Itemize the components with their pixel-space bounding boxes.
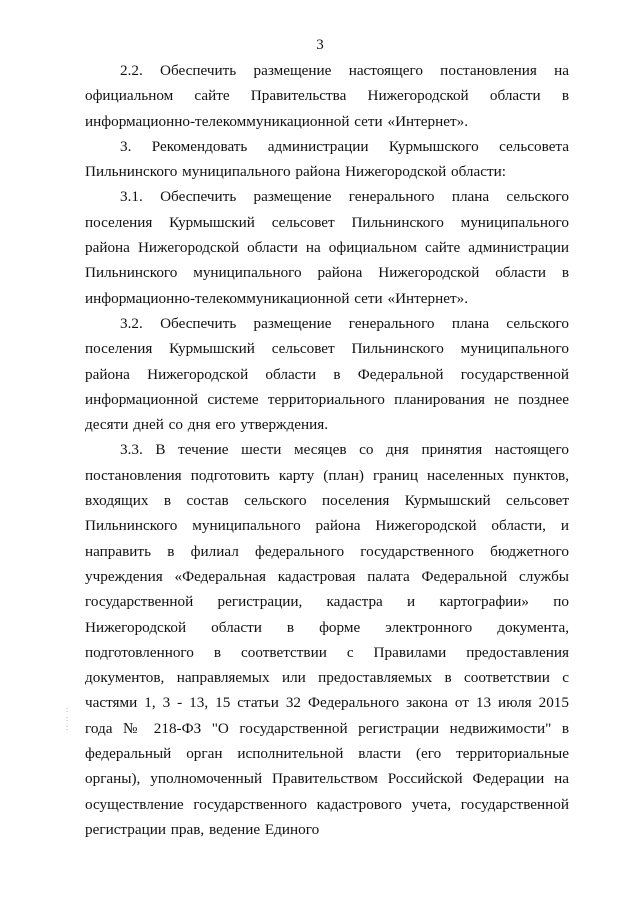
paragraph-3-2: 3.2. Обеспечить размещение генерального плана сельского поселения Курмышский сельсовет Пильнинского муниципального района Нижегородской области в Федеральной государственной информационной системе территориального планирования не позднее десяти дней со дня его утверждения. [85, 314, 569, 434]
paragraph-3: 3. Рекомендовать администрации Курмышского сельсовета Пильнинского муниципального района Нижегородской области: [85, 137, 569, 181]
paragraph-2-2: 2.2. Обеспечить размещение настоящего постановления на официальном сайте Правительства Нижегородской области в информационно-телекоммуникационной сети «Интернет». [85, 62, 569, 130]
document-body [85, 58, 569, 842]
paragraph-3-1: 3.1. Обеспечить размещение генерального плана сельского поселения Курмышский сельсовет Пильнинского муниципального района Нижегородской области на официальном сайте администрации Пильнинского муниципального района Нижегородской области в информационно-телекоммуникационной сети «Интернет». [85, 188, 569, 307]
page-number: 3 [316, 37, 324, 53]
paragraph-3-3: 3.3. В течение шести месяцев со дня принятия настоящего постановления подготовить карту (план) границ населенных пунктов, входящих в состав сельского поселения Курмышский сельсовет Пильнинского муниципального района Нижегородской области, и направить в филиал федерального государственного бюджетного учреждения «Федеральная кадастровая палата Федеральной службы государственной регистрации, кадастра и картографии» по Нижегородской области в форме электронного документа, подготовленного в соответствии с Правилами предоставления документов, направляемых или предоставляемых в соответствии с частями 1, 3 - 13, 15 статьи 32 Федерального закона от 13 июля 2015 года № 218-ФЗ "О государственной регистрации недвижимости" в федеральный орган исполнительной власти (его территориальные органы), уполномоченный Правительством Российской Федерации на осуществление государственного кадастрового учета, государственной регистрации прав, ведение Единого [85, 441, 569, 838]
scan-margin-marks: : : : [66, 705, 69, 732]
